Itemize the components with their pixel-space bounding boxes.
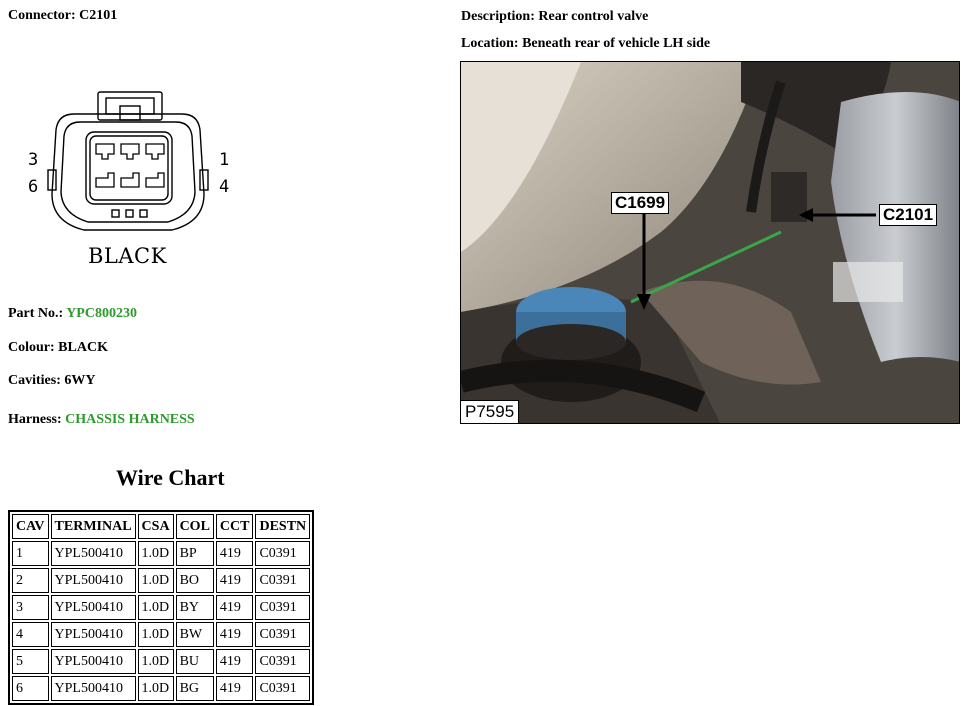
cell-csa: 1.0D — [138, 649, 174, 674]
description-value: Rear control valve — [538, 9, 649, 24]
part-no-link[interactable]: YPC800230 — [66, 306, 137, 321]
connector-label: Connector: — [8, 8, 76, 23]
table-row — [12, 622, 310, 647]
cell-destn: C0391 — [255, 568, 310, 593]
cavities-line — [8, 373, 96, 389]
table-row — [12, 541, 310, 566]
cell-col: BU — [176, 649, 214, 674]
cell-csa: 1.0D — [138, 676, 174, 701]
cell-destn: C0391 — [255, 595, 310, 620]
cell-terminal: YPL500410 — [51, 622, 136, 647]
cell-destn: C0391 — [255, 622, 310, 647]
harness-link[interactable]: CHASSIS HARNESS — [65, 412, 195, 427]
cell-cav: 2 — [12, 568, 49, 593]
cavities-label: Cavities: — [8, 373, 61, 388]
cell-cav: 3 — [12, 595, 49, 620]
cell-destn: C0391 — [255, 541, 310, 566]
wire-chart-title: Wire Chart — [116, 465, 225, 490]
colour-line — [8, 340, 108, 356]
table-header-row — [12, 514, 310, 539]
cell-cct: 419 — [216, 676, 254, 701]
cell-terminal: YPL500410 — [51, 541, 136, 566]
wire-chart-table — [8, 510, 314, 705]
cell-col: BO — [176, 568, 214, 593]
col-header-csa: CSA — [138, 514, 174, 539]
cell-col: BP — [176, 541, 214, 566]
cavities-value: 6WY — [64, 373, 96, 388]
photo-tag-c2101: C2101 — [879, 204, 937, 226]
cell-destn: C0391 — [255, 676, 310, 701]
cell-cct: 419 — [216, 541, 254, 566]
cell-cct: 419 — [216, 622, 254, 647]
photo-id-label: P7595 — [461, 400, 519, 423]
table-row — [12, 676, 310, 701]
col-header-cav: CAV — [12, 514, 49, 539]
harness-line — [8, 412, 195, 428]
col-header-destn: DESTN — [255, 514, 310, 539]
cell-csa: 1.0D — [138, 622, 174, 647]
part-no-label: Part No.: — [8, 306, 64, 321]
table-row — [12, 649, 310, 674]
cell-cct: 419 — [216, 568, 254, 593]
pin-label-6: 6 — [28, 177, 39, 197]
photo-illustration — [461, 62, 960, 424]
pin-label-4: 4 — [219, 177, 230, 197]
cell-col: BG — [176, 676, 214, 701]
cell-terminal: YPL500410 — [51, 649, 136, 674]
location-line — [461, 36, 710, 52]
cell-cav: 5 — [12, 649, 49, 674]
connector-value: C2101 — [79, 8, 118, 23]
pin-label-1: 1 — [219, 150, 230, 170]
table-row — [12, 595, 310, 620]
cell-cct: 419 — [216, 649, 254, 674]
cell-terminal: YPL500410 — [51, 568, 136, 593]
colour-label: Colour: — [8, 340, 55, 355]
location-value: Beneath rear of vehicle LH side — [522, 36, 711, 51]
cell-cav: 1 — [12, 541, 49, 566]
location-photo — [460, 61, 960, 424]
col-header-cct: CCT — [216, 514, 254, 539]
description-line — [461, 9, 648, 25]
table-row — [12, 568, 310, 593]
cell-cav: 4 — [12, 622, 49, 647]
cell-terminal: YPL500410 — [51, 676, 136, 701]
photo-tag-c1699: C1699 — [611, 192, 669, 214]
cell-cct: 419 — [216, 595, 254, 620]
cell-cav: 6 — [12, 676, 49, 701]
cell-csa: 1.0D — [138, 568, 174, 593]
location-label: Location: — [461, 36, 519, 51]
cell-destn: C0391 — [255, 649, 310, 674]
cavity-grid — [96, 144, 164, 187]
cell-csa: 1.0D — [138, 595, 174, 620]
part-no-line — [8, 306, 137, 322]
description-label: Description: — [461, 9, 535, 24]
cell-terminal: YPL500410 — [51, 595, 136, 620]
pin-label-3: 3 — [28, 150, 39, 170]
cell-col: BY — [176, 595, 214, 620]
cell-col: BW — [176, 622, 214, 647]
diagram-color-label: BLACK — [88, 244, 167, 268]
connector-line — [8, 8, 117, 24]
col-header-terminal: TERMINAL — [51, 514, 136, 539]
col-header-col: COL — [176, 514, 214, 539]
harness-label: Harness: — [8, 412, 62, 427]
colour-value: BLACK — [58, 340, 108, 355]
cell-csa: 1.0D — [138, 541, 174, 566]
